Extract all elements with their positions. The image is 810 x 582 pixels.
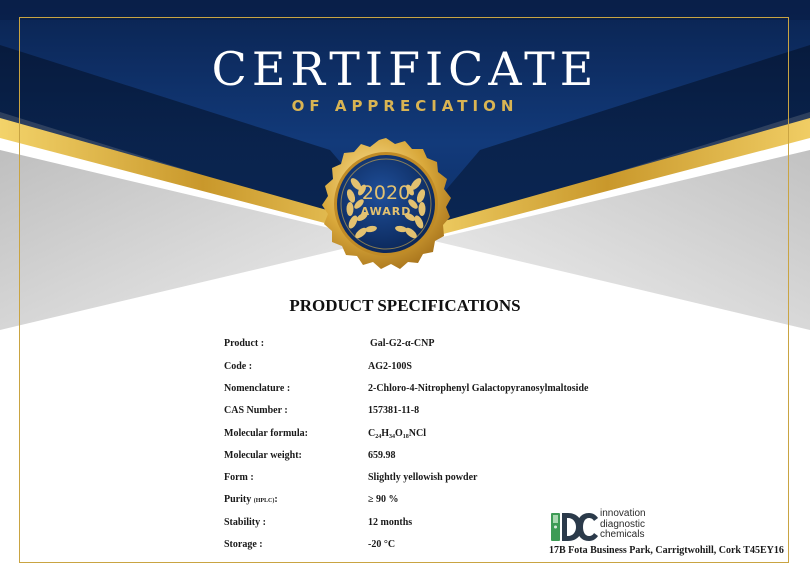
spec-value: 2-Chloro-4-Nitrophenyl Galactopyranosylmaltoside <box>368 383 589 394</box>
spec-value: ≥ 90 % <box>368 494 399 505</box>
spec-value: -20 °C <box>368 539 396 550</box>
spec-label: Stability : <box>224 517 266 528</box>
spec-row-form <box>0 472 810 490</box>
spec-value: Gal-G2-α-CNP <box>370 338 435 349</box>
molecular-formula-value: $C_{24}H_{34}O_{18}NCl$ <box>368 428 427 440</box>
product-specifications-heading: PRODUCT SPECIFICATIONS <box>289 296 521 315</box>
spec-row-cas-number <box>0 405 810 423</box>
award-seal <box>318 136 454 272</box>
seal-award-label: AWARD <box>360 205 412 218</box>
spec-value: AG2-100S <box>368 361 412 372</box>
spec-row-purity <box>0 494 810 512</box>
spec-value: 659.98 <box>368 450 396 461</box>
spec-label: Form : <box>224 472 254 483</box>
certificate-title: CERTIFICATE <box>211 42 599 96</box>
spec-value: 157381-11-8 <box>368 405 420 416</box>
company-logo-mark <box>548 510 600 544</box>
spec-label: Storage : <box>224 539 263 550</box>
spec-value: Slightly yellowish powder <box>368 472 478 483</box>
spec-label: Molecular formula: <box>224 428 308 439</box>
spec-label: Product : <box>224 338 265 349</box>
spec-row-molecular-weight <box>0 450 810 468</box>
spec-label: Molecular weight: <box>224 450 302 461</box>
spec-row-stability <box>0 517 810 535</box>
spec-label: Purity (HPLC): <box>224 494 278 505</box>
spec-row-code <box>0 361 810 379</box>
spec-label: Nomenclature : <box>224 383 291 394</box>
spec-value: 12 months <box>368 517 413 528</box>
spec-row-product <box>0 338 810 356</box>
seal-year: 2020 <box>361 182 411 204</box>
spec-row-molecular-formula <box>0 428 810 446</box>
hplc-note: (HPLC) <box>253 498 275 504</box>
company-logo-text: innovation diagnostic chemicals <box>600 508 646 540</box>
spec-label: CAS Number : <box>224 405 288 416</box>
spec-label: Code : <box>224 361 253 372</box>
award-seal-graphic <box>318 136 454 272</box>
spec-row-nomenclature <box>0 383 810 401</box>
certificate-subtitle: OF APPRECIATION <box>291 97 519 115</box>
company-address: 17B Fota Business Park, Carrigtwohill, Cork T45EY16 <box>549 545 784 556</box>
